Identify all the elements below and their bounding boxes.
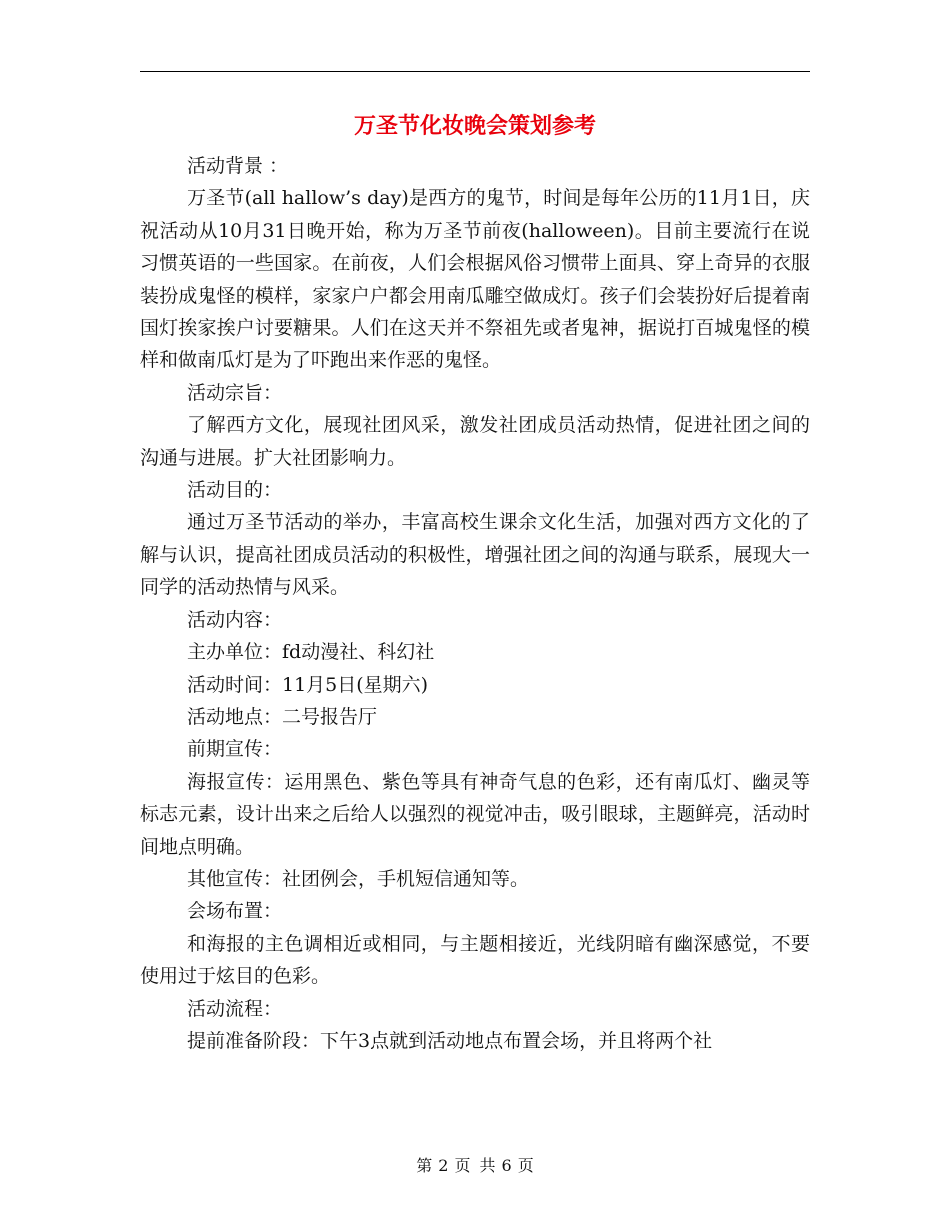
- paragraph-poster-promo: 海报宣传：运用黑色、紫色等具有神奇气息的色彩，还有南瓜灯、幽灵等标志元素，设计出来之后给人以强烈的视觉冲击，吸引眼球，主题鲜亮，活动时间地点明确。: [140, 770, 810, 858]
- paragraph-other-promo: 其他宣传：社团例会，手机短信通知等。: [187, 867, 530, 890]
- paragraph-purpose-text: 了解西方文化，展现社团风采，激发社团成员活动热情，促进社团之间的沟通与进展。扩大社团影响力。: [140, 414, 810, 469]
- paragraph-organizer: 主办单位：fd动漫社、科幻社: [187, 641, 435, 664]
- paragraph-background-heading: 活动背景 ：: [187, 155, 289, 177]
- paragraph-goal-text: 通过万圣节活动的举办，丰富高校生课余文化生活，加强对西方文化的了解与认识，提高社团成员活动的积极性，增强社团之间的沟通与联系，展现大一同学的活动热情与风采。: [140, 511, 810, 599]
- paragraph-time: 活动时间：11月5日(星期六): [187, 673, 429, 696]
- paragraph-prep-stage: 提前准备阶段：下午3点就到活动地点布置会场，并且将两个社: [187, 1029, 713, 1052]
- header-rule: [140, 71, 810, 72]
- footer-suffix: 页: [517, 1156, 534, 1175]
- footer-middle: 页 共: [454, 1156, 496, 1175]
- document-body: [140, 150, 810, 1057]
- footer-total-pages: 6: [501, 1156, 512, 1175]
- paragraph-venue-heading: 会场布置：: [187, 900, 283, 923]
- footer-page-number: 2: [438, 1156, 449, 1175]
- paragraph-process-heading: 活动流程：: [187, 997, 283, 1020]
- paragraph-promo-heading: 前期宣传：: [187, 738, 283, 761]
- paragraph-purpose-heading: 活动宗旨：: [187, 381, 283, 404]
- paragraph-content-heading: 活动内容：: [187, 608, 283, 631]
- paragraph-location: 活动地点：二号报告厅: [187, 705, 378, 728]
- paragraph-background-text: 万圣节(all hallow’s day)是西方的鬼节，时间是每年公历的11月1日，庆祝活动从10月31日晚开始，称为万圣节前夜(halloween)。目前主要流行在说习惯英语的一些国家。在前夜，人们会根据风俗习惯带上面具、穿上奇异的衣服装扮成鬼怪的模样，家家户户都会用南瓜雕空做成灯。孩子们会装扮好后提着南国灯挨家挨户讨要糖果。人们在这天并不祭祖先或者鬼神，据说打百城鬼怪的模样和做南瓜灯是为了吓跑出来作恶的鬼怪。: [140, 187, 810, 372]
- document-title: 万圣节化妆晚会策划参考: [353, 113, 596, 139]
- paragraph-venue-text: 和海报的主色调相近或相同，与主题相接近，光线阴暗有幽深感觉，不要使用过于炫目的色彩。: [140, 932, 810, 988]
- paragraph-goal-heading: 活动目的：: [187, 479, 283, 502]
- footer-prefix: 第: [416, 1156, 433, 1175]
- page-footer: [0, 1154, 950, 1178]
